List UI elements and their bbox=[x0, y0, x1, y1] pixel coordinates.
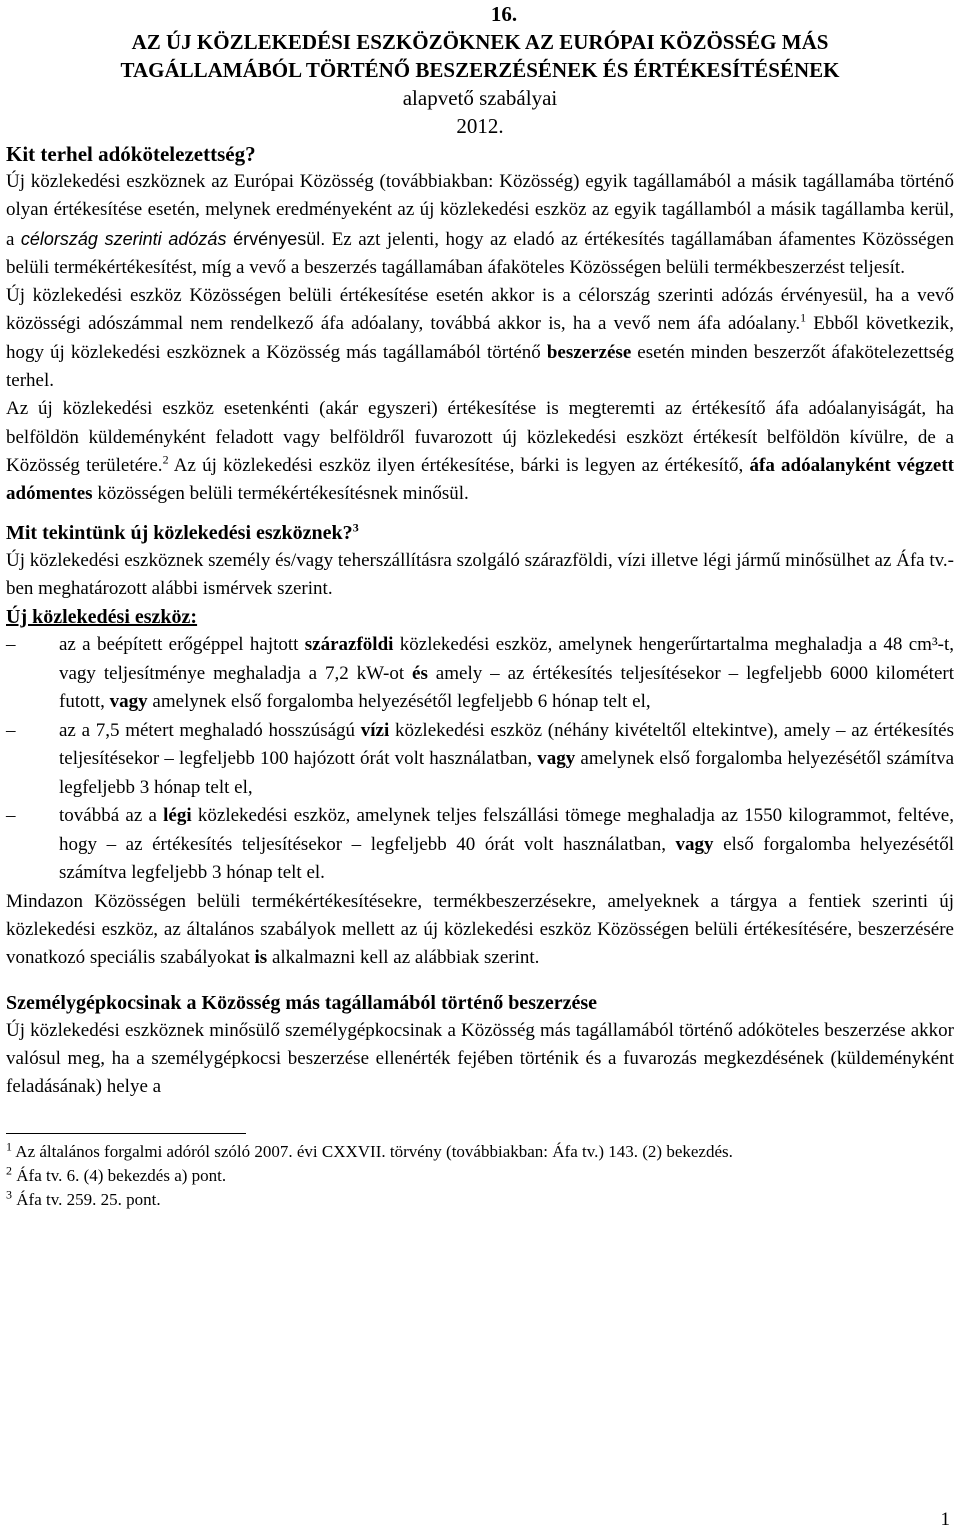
item-text: közlekedési eszköz, amelynek teljes felszállási tömege meghaladja az 1550 kilogrammot, feltéve, hogy – az értékesítés teljesítésekor – legfeljebb 40 órát volt használatban, bbox=[59, 805, 954, 855]
intro-paragraph: Új közlekedési eszköznek személy és/vagy teherszállításra szolgáló szárazföldi, vízi illetve légi jármű minősülhet az Áfa tv.-ben meghatározott alábbi ismérvek szerint. bbox=[6, 549, 954, 599]
year: 2012. bbox=[456, 114, 504, 138]
section-heading-new-vehicle bbox=[6, 519, 954, 547]
item-text: amely – az értékesítés teljesítésekor – legfeljebb 6000 kilométert futott, bbox=[59, 662, 954, 713]
dash-bullet: – bbox=[6, 634, 16, 656]
item-text: közlekedési eszköz, amelynek hengerűrtartalma meghaladja a 48 cm³-t, vagy teljesítménye meghaladja a 7,2 kW-ot bbox=[59, 634, 955, 684]
paragraph-3 bbox=[6, 395, 954, 508]
cars-paragraph: Új közlekedési eszköznek minősülő személygépkocsinak a Közösség más tagállamából történő adóköteles beszerzése akkor valósul meg, ha a személygépkocsi beszerzése ellenérték fejében történik és a fuvarozás megkezdésének (küldeményként feladásának) helye a bbox=[6, 1019, 954, 1098]
item-bold: vagy bbox=[675, 833, 714, 855]
p1-text-a: Új közlekedési eszköznek az Európai Közösség (továbbiakban: Közösség) egyik tagállamából a másik tagállamába történő olyan értékesítése esetén, melynek eredményeként az új közlekedési eszköz az egyik tagállamból a másik tagállamba kerül, a bbox=[6, 171, 954, 250]
p3-text-c: közösségen belüli termékértékesítésnek minősül. bbox=[92, 483, 469, 505]
dash-bullet: – bbox=[6, 805, 16, 827]
title-line-1: AZ ÚJ KÖZLEKEDÉSI ESZKÖZÖKNEK AZ EURÓPAI KÖZÖSSÉG MÁS bbox=[131, 30, 829, 54]
item-text: továbbá az a bbox=[59, 805, 164, 827]
p3-text-b: Az új közlekedési eszköz ilyen értékesítése, bárki is legyen az értékesítő, bbox=[168, 454, 750, 476]
outro-bold: is bbox=[254, 947, 268, 969]
subtitle: alapvető szabályai bbox=[402, 86, 558, 110]
dash-bullet: – bbox=[6, 719, 16, 741]
footnote-ref-2: 2 bbox=[162, 452, 169, 467]
paragraph-1 bbox=[6, 168, 954, 282]
footnote-2 bbox=[6, 1164, 954, 1188]
subheading-new-vehicle: Új közlekedési eszköz: bbox=[6, 606, 198, 629]
outro-text-b: alkalmazni kell az alábbiak szerint. bbox=[267, 947, 540, 969]
item-bold: légi bbox=[163, 805, 192, 827]
page-number: 1 bbox=[940, 1509, 950, 1530]
footnote-ref-3: 3 bbox=[352, 519, 359, 534]
item-bold: vagy bbox=[537, 748, 576, 770]
item-text: első forgalomba helyezésétől számítva legfeljebb 3 hónap telt el. bbox=[59, 833, 954, 884]
list-item bbox=[6, 802, 954, 888]
footnote-text: Áfa tv. 6. (4) bekezdés a) pont. bbox=[12, 1166, 227, 1186]
footnotes bbox=[6, 1140, 954, 1212]
document-header bbox=[6, 0, 954, 140]
p2-text-c: esetén minden beszerzőt áfakötelezettség terhel. bbox=[6, 341, 954, 392]
footnote-number: 3 bbox=[6, 1187, 12, 1202]
item-bold: vízi bbox=[360, 719, 390, 741]
item-text: az a 7,5 métert meghaladó hosszúságú bbox=[59, 719, 361, 741]
outro-text-a: Mindazon Közösségen belüli termékértékesítésekre, termékbeszerzésekre, amelyeknek a tárgya a fentiek szerinti új közlekedési eszköz, az általános szabályok mellett az új közlekedési eszköz Közösségen belüli értékesítésére, beszerzésére vonatkozó speciális szabályokat bbox=[6, 890, 954, 969]
item-text: az a beépített erőgéppel hajtott bbox=[59, 634, 305, 656]
footnote-divider bbox=[6, 1133, 246, 1134]
footnote-ref-1: 1 bbox=[800, 311, 807, 326]
footnote-3 bbox=[6, 1188, 954, 1212]
p3-bold: áfa adóalanyként végzett adómentes bbox=[6, 454, 955, 505]
title-line-2: TAGÁLLAMÁBÓL TÖRTÉNŐ BESZERZÉSÉNEK ÉS ÉRTÉKESÍTÉSÉNEK bbox=[120, 58, 840, 82]
p2-text-b: Ebből következik, hogy új közlekedési eszköznek a Közösség más tagállamából történő bbox=[6, 313, 954, 363]
p1-text-b: érvényesül. bbox=[226, 228, 326, 249]
p2-bold: beszerzése bbox=[546, 341, 632, 363]
section-question: Kit terhel adókötelezettség? bbox=[6, 142, 256, 166]
item-bold: és bbox=[412, 662, 428, 684]
item-bold: szárazföldi bbox=[304, 634, 394, 656]
item-bold: vagy bbox=[109, 691, 148, 713]
footnote-number: 1 bbox=[6, 1139, 12, 1154]
p2-text-a: Új közlekedési eszköz Közösségen belüli értékesítése esetén akkor is a célország szerinti adózás érvényesül, ha a vevő közösségi adószámmal nem rendelkező áfa adóalany, továbbá akkor is, ha a vevő nem áfa adóalany. bbox=[6, 285, 954, 335]
p1-text-c: Ez azt jelenti, hogy az eladó az értékesítés tagállamában áfamentes Közösségen belüli termékértékesítést, míg a vevő a beszerzés tagállamában áfaköteles Közösségen belüli termékbeszerzést teljesít. bbox=[6, 228, 954, 278]
section-heading-cars: Személygépkocsinak a Közösség más tagállamából történő beszerzése bbox=[6, 991, 598, 1014]
outro-paragraph bbox=[6, 888, 954, 973]
list-item bbox=[6, 631, 954, 717]
item-text: amelynek első forgalomba helyezésétől legfeljebb 6 hónap telt el, bbox=[147, 691, 651, 713]
item-text: közlekedési eszköz (néhány kivételtől eltekintve), amely – az értékesítés teljesítésekor – legfeljebb 100 hajózott órát volt használatban, bbox=[59, 719, 955, 770]
p1-italic: célország szerinti adózás bbox=[20, 228, 227, 249]
footnote-1 bbox=[6, 1140, 954, 1164]
footnote-number: 2 bbox=[6, 1163, 12, 1178]
list-item bbox=[6, 717, 954, 803]
paragraph-2 bbox=[6, 282, 954, 395]
item-text: amelynek első forgalomba helyezésétől számítva legfeljebb 3 hónap telt el, bbox=[59, 748, 954, 798]
footnote-text: Áfa tv. 259. 25. pont. bbox=[12, 1190, 161, 1210]
criteria-list bbox=[6, 631, 954, 888]
heading-text: Mit tekintünk új közlekedési eszköznek? bbox=[6, 521, 353, 544]
footnote-text: Az általános forgalmi adóról szóló 2007. évi CXXVII. törvény (továbbiakban: Áfa tv.) 143. (2) bekezdés. bbox=[12, 1142, 733, 1162]
chapter-number: 16. bbox=[490, 2, 518, 26]
p3-text-a: Az új közlekedési eszköz esetenkénti (akár egyszeri) értékesítése is megteremti az értékesítő áfa adóalanyiságát, ha belföldön küldeményként feladott vagy belföldről fuvarozott új közlekedési eszközt értékesít belföldön kívülre, de a Közösség területére. bbox=[6, 398, 954, 476]
